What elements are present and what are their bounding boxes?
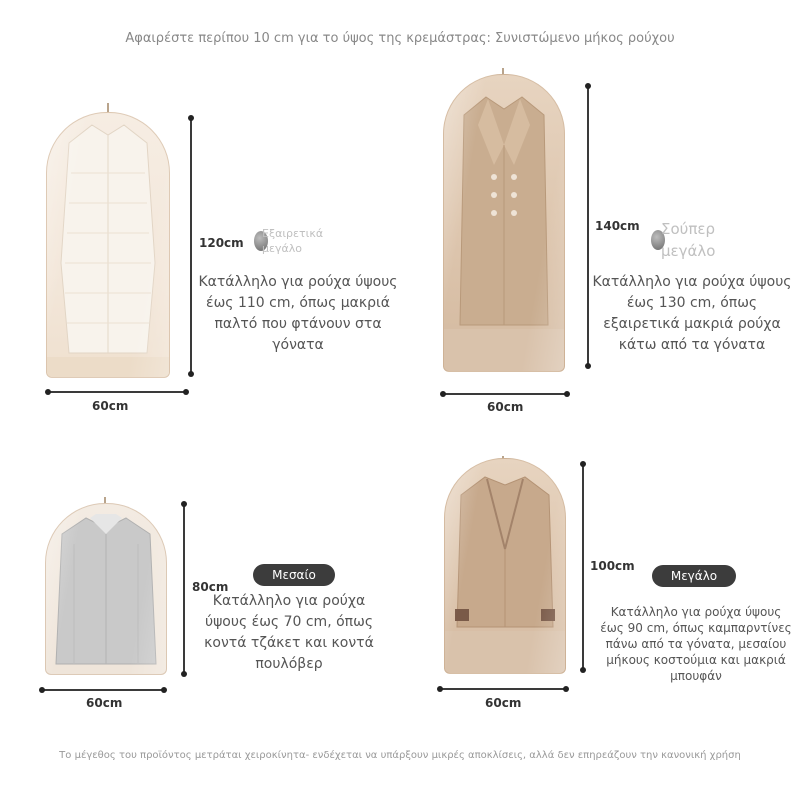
width-marker-line	[42, 689, 166, 691]
garment-bag-image	[45, 503, 167, 675]
height-marker-dot	[181, 501, 187, 507]
garment-bag-image	[444, 458, 566, 674]
height-marker-dot	[188, 115, 194, 121]
height-marker-dot	[585, 363, 591, 369]
width-label: 60cm	[86, 696, 123, 710]
height-label: 100cm	[590, 559, 635, 573]
height-marker-dot	[188, 371, 194, 377]
height-marker-line	[587, 86, 589, 366]
height-label: 80cm	[192, 580, 229, 594]
height-marker-line	[582, 464, 584, 670]
garment-bag-image	[443, 74, 565, 372]
size-description: Κατάλληλο για ρούχα ύψους έως 110 cm, όπως μακριά παλτό που φτάνουν στα γόνατα	[198, 274, 398, 353]
size-badge: Μεσαίο	[253, 564, 335, 586]
size-description: Κατάλληλο για ρούχα ύψους έως 70 cm, όπως κοντά τζάκετ και κοντά πουλόβερ	[204, 593, 374, 672]
width-marker-dot	[437, 686, 443, 692]
width-marker-dot	[39, 687, 45, 693]
width-marker-dot	[440, 391, 446, 397]
width-label: 60cm	[485, 696, 522, 710]
width-marker-dot	[564, 391, 570, 397]
size-description: Κατάλληλο για ρούχα ύψους έως 130 cm, όπως εξαιρετικά μακριά ρούχα κάτω από τα γόνατα	[592, 274, 792, 353]
width-label: 60cm	[92, 399, 129, 413]
height-marker-dot	[585, 83, 591, 89]
height-label: 140cm	[595, 219, 640, 233]
width-marker-line	[440, 688, 568, 690]
height-marker-dot	[580, 461, 586, 467]
width-label: 60cm	[487, 400, 524, 414]
height-marker-line	[190, 118, 192, 374]
height-marker-dot	[580, 667, 586, 673]
height-label: 120cm	[199, 236, 244, 250]
size-badge: Εξαιρετικά μεγάλο	[262, 227, 324, 255]
size-badge: Μεγάλο	[652, 565, 736, 587]
width-marker-line	[48, 391, 188, 393]
size-description: Κατάλληλο για ρούχα ύψους έως 90 cm, όπως καμπαρντίνες πάνω από τα γόνατα, μεσαίου μήκους κοστούμια και μακριά μπουφάν	[600, 605, 792, 683]
width-marker-dot	[563, 686, 569, 692]
garment-bag-image	[46, 112, 170, 378]
height-marker-line	[183, 504, 185, 674]
size-badge: Σούπερ μεγάλο	[661, 220, 716, 260]
header-note: Αφαιρέστε περίπου 10 cm για το ύψος της κρεμάστρας: Συνιστώμενο μήκος ρούχου	[125, 31, 675, 46]
footer-note: Το μέγεθος του προϊόντος μετράται χειροκίνητα- ενδέχεται να υπάρξουν μικρές αποκλίσεις, αλλά δεν επηρεάζουν την κανονική χρήση	[59, 750, 741, 761]
width-marker-line	[443, 393, 569, 395]
width-marker-dot	[161, 687, 167, 693]
width-marker-dot	[183, 389, 189, 395]
height-marker-dot	[181, 671, 187, 677]
width-marker-dot	[45, 389, 51, 395]
